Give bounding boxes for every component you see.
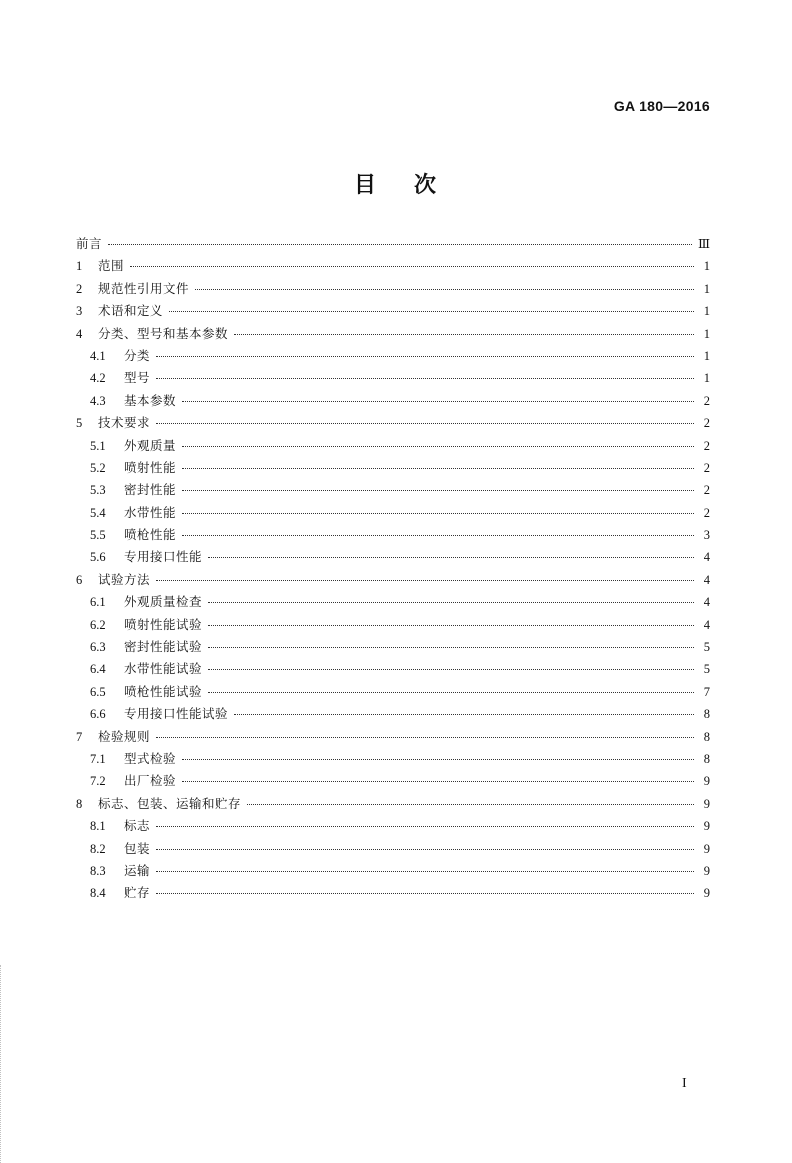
toc-dot-leader xyxy=(208,692,694,693)
toc-dot-leader xyxy=(156,871,694,872)
toc-entry-label: 术语和定义 xyxy=(98,303,164,319)
toc-entry-number: 5.3 xyxy=(90,483,106,498)
toc-entry[interactable] xyxy=(76,301,710,323)
toc-entry[interactable] xyxy=(76,279,710,301)
toc-entry-page: 9 xyxy=(703,819,710,834)
toc-entry-page: 2 xyxy=(703,505,710,520)
toc-entry-number: 6.6 xyxy=(90,707,106,722)
toc-entry-label: 检验规则 xyxy=(98,728,151,744)
toc-entry-number: 5.6 xyxy=(90,550,106,565)
toc-dot-leader xyxy=(182,759,694,760)
toc-entry[interactable] xyxy=(76,547,710,569)
toc-entry-page: 1 xyxy=(703,371,710,386)
toc-dot-leader xyxy=(208,647,694,648)
toc-entry[interactable] xyxy=(76,637,710,659)
toc-dot-leader xyxy=(195,289,694,290)
toc-entry[interactable] xyxy=(76,727,710,749)
toc-entry-label: 包装 xyxy=(124,840,151,856)
toc-entry-number: 4.2 xyxy=(90,371,106,386)
toc-dot-leader xyxy=(156,826,694,827)
toc-entry-number: 5.1 xyxy=(90,438,106,453)
toc-entry-page: 9 xyxy=(703,841,710,856)
toc-entry-page: 1 xyxy=(703,281,710,296)
toc-entry-number: 3 xyxy=(76,304,83,319)
toc-dot-leader xyxy=(182,401,694,402)
toc-dot-leader xyxy=(156,423,694,424)
toc-entry[interactable] xyxy=(76,816,710,838)
toc-entry-label: 标志、包装、运输和贮存 xyxy=(98,795,242,811)
toc-entry-label: 外观质量 xyxy=(124,437,177,453)
toc-entry[interactable] xyxy=(76,480,710,502)
toc-entry-number: 6 xyxy=(76,572,83,587)
toc-entry[interactable] xyxy=(76,525,710,547)
toc-entry-label: 出厂检验 xyxy=(124,773,177,789)
toc-dot-leader xyxy=(208,669,694,670)
toc-dot-leader xyxy=(208,602,694,603)
toc-dot-leader xyxy=(182,468,694,469)
scan-edge-artifact xyxy=(0,965,5,1163)
toc-entry-label: 型号 xyxy=(124,370,151,386)
toc-entry-label: 喷射性能试验 xyxy=(124,616,203,632)
toc-entry-page: 2 xyxy=(703,460,710,475)
toc-entry[interactable] xyxy=(76,503,710,525)
toc-dot-leader xyxy=(182,446,694,447)
toc-entry-label: 密封性能试验 xyxy=(124,639,203,655)
toc-entry-number: 7.2 xyxy=(90,774,106,789)
toc-entry-page: 5 xyxy=(703,640,710,655)
toc-entry-number: 6.4 xyxy=(90,662,106,677)
toc-entry-label: 贮存 xyxy=(124,885,151,901)
toc-entry-label: 水带性能试验 xyxy=(124,661,203,677)
toc-entry-label: 分类 xyxy=(124,347,151,363)
toc-dot-leader xyxy=(247,804,694,805)
toc-entry-label: 前言 xyxy=(76,236,103,251)
toc-entry-page: 1 xyxy=(703,326,710,341)
toc-entry-label: 规范性引用文件 xyxy=(98,280,190,296)
toc-dot-leader xyxy=(108,244,692,245)
toc-entry[interactable] xyxy=(76,458,710,480)
toc-entry-page: 2 xyxy=(703,483,710,498)
toc-entry[interactable] xyxy=(76,794,710,816)
toc-entry-label: 专用接口性能 xyxy=(124,549,203,565)
toc-entry[interactable] xyxy=(76,346,710,368)
toc-entry-label: 运输 xyxy=(124,862,151,878)
toc-entry-number: 7.1 xyxy=(90,751,106,766)
toc-title-char-1: 目 xyxy=(353,173,378,198)
toc-entry[interactable] xyxy=(76,682,710,704)
toc-dot-leader xyxy=(182,490,694,491)
toc-entry-label: 范围 xyxy=(98,258,125,274)
toc-entry[interactable] xyxy=(76,436,710,458)
toc-entry-label: 基本参数 xyxy=(124,392,177,408)
toc-entry-page: 1 xyxy=(703,304,710,319)
toc-entry[interactable] xyxy=(76,368,710,390)
toc-entry-number: 6.1 xyxy=(90,595,106,610)
toc-dot-leader xyxy=(156,849,694,850)
toc-entry[interactable] xyxy=(76,749,710,771)
toc-entry-page: 1 xyxy=(703,259,710,274)
toc-entry-label: 喷射性能 xyxy=(124,459,177,475)
toc-entry[interactable] xyxy=(76,659,710,681)
table-of-contents xyxy=(76,234,710,906)
toc-entry-page: 2 xyxy=(703,438,710,453)
toc-entry-label: 试验方法 xyxy=(98,571,151,587)
toc-dot-leader xyxy=(234,714,694,715)
toc-dot-leader xyxy=(234,334,694,335)
toc-entry-label: 技术要求 xyxy=(98,415,151,431)
toc-entry-page: 9 xyxy=(703,796,710,811)
toc-entry-label: 密封性能 xyxy=(124,482,177,498)
toc-entry-number: 6.5 xyxy=(90,684,106,699)
toc-entry-label: 喷枪性能 xyxy=(124,527,177,543)
toc-dot-leader xyxy=(156,893,694,894)
toc-entry-number: 4.3 xyxy=(90,393,106,408)
toc-entry-page: 8 xyxy=(703,751,710,766)
toc-entry-number: 5.2 xyxy=(90,460,106,475)
toc-dot-leader xyxy=(169,311,694,312)
toc-entry-number: 6.2 xyxy=(90,617,106,632)
toc-entry-number: 5 xyxy=(76,416,83,431)
toc-entry-number: 6.3 xyxy=(90,640,106,655)
toc-entry-label: 外观质量检查 xyxy=(124,594,203,610)
toc-entry-label: 喷枪性能试验 xyxy=(124,683,203,699)
toc-entry-label: 水带性能 xyxy=(124,504,177,520)
toc-dot-leader xyxy=(156,737,694,738)
toc-dot-leader xyxy=(182,535,694,536)
page-number: I xyxy=(682,1076,687,1091)
toc-entry[interactable] xyxy=(76,839,710,861)
toc-dot-leader xyxy=(130,266,694,267)
toc-entry[interactable] xyxy=(76,704,710,726)
toc-entry[interactable] xyxy=(76,391,710,413)
toc-entry-number: 8.2 xyxy=(90,841,106,856)
toc-entry-page: 4 xyxy=(703,572,710,587)
toc-dot-leader xyxy=(182,781,694,782)
toc-title xyxy=(0,168,792,199)
toc-entry-label: 专用接口性能试验 xyxy=(124,706,229,722)
toc-entry-page: 3 xyxy=(703,528,710,543)
toc-entry-page: 1 xyxy=(703,348,710,363)
toc-entry[interactable] xyxy=(76,883,710,905)
toc-entry-label: 分类、型号和基本参数 xyxy=(98,325,229,341)
toc-entry[interactable] xyxy=(76,771,710,793)
toc-entry-page: 5 xyxy=(703,662,710,677)
toc-entry-number: 8.4 xyxy=(90,886,106,901)
toc-entry-number: 1 xyxy=(76,259,83,274)
toc-entry[interactable] xyxy=(76,413,710,435)
toc-entry-page: 2 xyxy=(703,393,710,408)
toc-entry-page: 9 xyxy=(703,774,710,789)
toc-entry-page: 4 xyxy=(703,550,710,565)
toc-entry-number: 4.1 xyxy=(90,348,106,363)
toc-dot-leader xyxy=(156,378,694,379)
toc-entry-page: 4 xyxy=(703,617,710,632)
toc-entry-page: 8 xyxy=(703,707,710,722)
toc-entry-number: 5.4 xyxy=(90,505,106,520)
toc-entry-number: 7 xyxy=(76,729,83,744)
toc-entry-page: 8 xyxy=(703,729,710,744)
toc-entry-page: 7 xyxy=(703,684,710,699)
toc-dot-leader xyxy=(182,513,694,514)
toc-entry[interactable] xyxy=(76,256,710,278)
toc-entry[interactable] xyxy=(76,615,710,637)
toc-entry-number: 8 xyxy=(76,796,83,811)
toc-dot-leader xyxy=(208,625,694,626)
toc-entry-page: 2 xyxy=(703,416,710,431)
toc-entry[interactable] xyxy=(76,234,710,256)
toc-entry-number: 8.3 xyxy=(90,863,106,878)
toc-entry[interactable] xyxy=(76,861,710,883)
toc-entry-number: 5.5 xyxy=(90,528,106,543)
toc-entry-number: 4 xyxy=(76,326,83,341)
document-code: GA 180—2016 xyxy=(613,98,710,114)
toc-entry-page: 4 xyxy=(703,595,710,610)
toc-entry[interactable] xyxy=(76,570,710,592)
toc-entry-number: 8.1 xyxy=(90,819,106,834)
toc-entry-label: 标志 xyxy=(124,818,151,834)
toc-title-char-2: 次 xyxy=(414,173,439,198)
toc-entry-number: 2 xyxy=(76,281,83,296)
toc-entry[interactable] xyxy=(76,324,710,346)
toc-entry-page: 9 xyxy=(703,863,710,878)
toc-entry-page: Ⅲ xyxy=(697,237,710,251)
toc-dot-leader xyxy=(156,356,694,357)
toc-dot-leader xyxy=(208,557,694,558)
toc-entry-label: 型式检验 xyxy=(124,750,177,766)
toc-entry-page: 9 xyxy=(703,886,710,901)
toc-dot-leader xyxy=(156,580,694,581)
toc-entry[interactable] xyxy=(76,592,710,614)
